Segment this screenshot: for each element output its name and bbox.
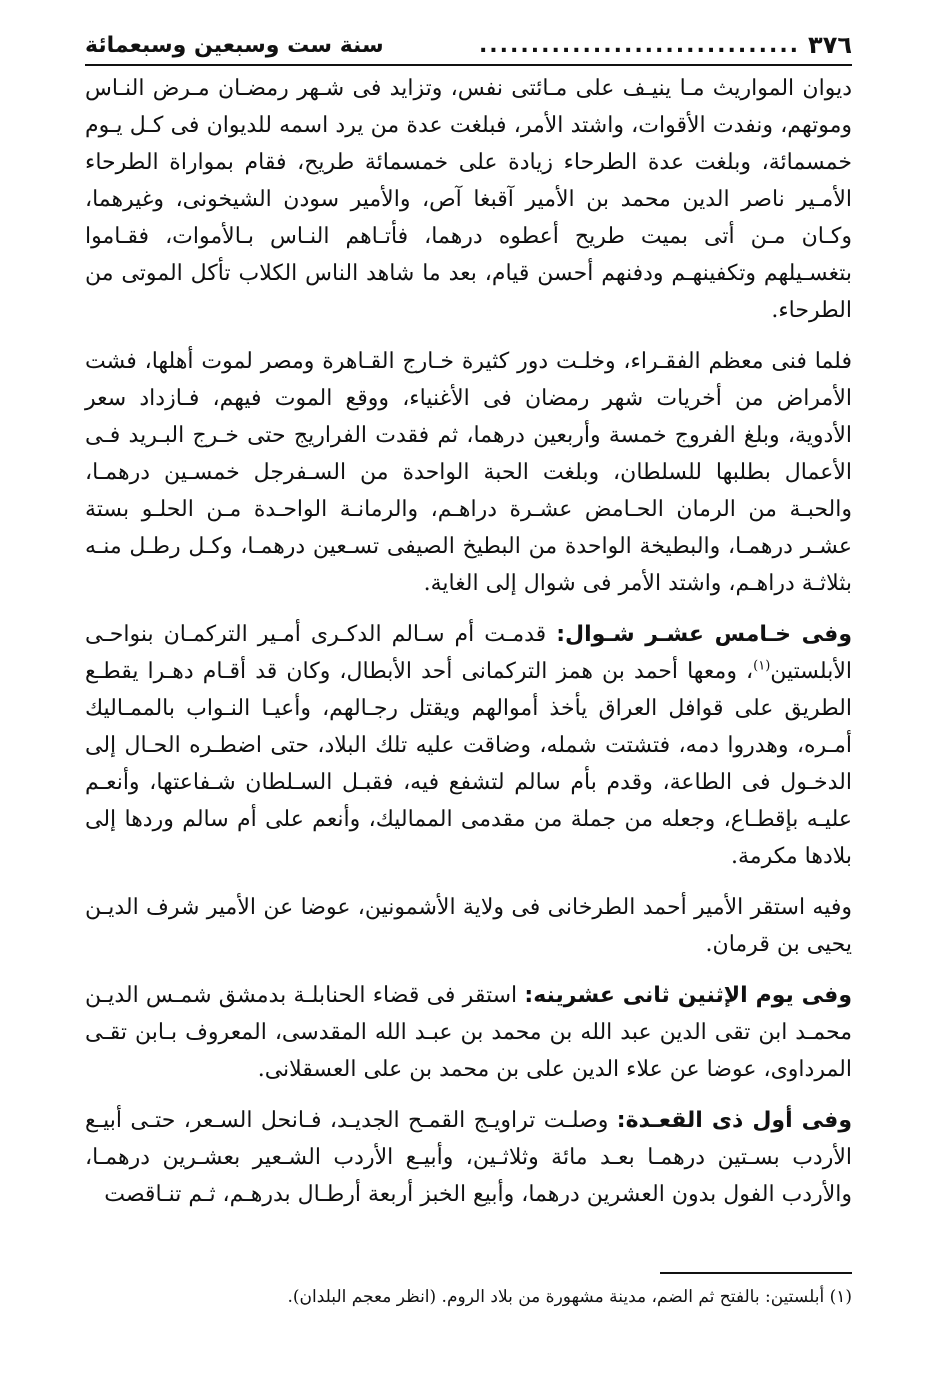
page-header — [85, 26, 852, 64]
paragraph-lead: وفى خـامس عشـر شـوال: — [556, 622, 853, 647]
footnote-text: (١) أبلستين: بالفتح ثم الضم، مدينة مشهورة من بلاد الروم. (انظر معجم البلدان). — [287, 1287, 852, 1307]
paragraph-lead: وفى أول ذى القعـدة: — [616, 1108, 852, 1133]
paragraph-text: ، ومعها أحمد بن همز التركمانى أحد الأبطال، وكان قد أقـام دهـرا يقطـع الطريق على قوافل العراق يأخذ أموالهم ويقتل رجـالهم، وأعيـا النـواب بالممـاليك أمـره، وهدروا دمه، فتشتت شمله، وضاقت عليه تلك البلاد، حتى اضطـره الحـال إلى الدخـول فى الطاعة، وقدم بأم سالم لتشفع فيه، فقبـل السـلطان شـفاعتها، وأنعـم عليـه بإقطـاع، وجعله من جملة من مقدمى المماليك، وأنعم على أم سالم وردها إلى بلادها مكرمة. — [85, 659, 852, 869]
paragraph-2 — [85, 343, 852, 602]
page-body — [85, 70, 852, 1227]
footnote-rule — [660, 1272, 852, 1274]
paragraph-text: ديوان المواريث مـا ينيـف على مـائتى نفس، وتزايد فى شـهر رمضـان مـرض النـاس وموتهم، ونفدت الأقوات، واشتد الأمر، فبلغت عدة من يرد اسمه للديوان فى كـل يـوم خمسمائة، وبلغت عدة الطرحاء زيادة على خمسمائة طريح، فقام بمواراة الطرحاء الأمـير ناصر الدين محمد بن الأمير آقبغا آص، والأمير سودن الشيخونى، وغيرهما، وكـان مـن أتى بميت طريح أعطوه درهما، فأتـاهم النـاس بـالأموات، فقـاموا بتغسـيلهم وتكفينهـم ودفنهم أحسن قيام، بعد ما شاهد الناس الكلاب تأكل الموتى من الطرحاء. — [85, 76, 852, 323]
running-title: سنة ست وسبعين وسبعمائة — [85, 32, 384, 58]
paragraph-lead: وفى يوم الإثنين ثانى عشرينه: — [524, 983, 852, 1008]
footnote — [85, 1284, 852, 1310]
footnote-marker: (١) — [753, 658, 771, 674]
paragraph-6 — [85, 1102, 852, 1213]
paragraph-4 — [85, 889, 852, 963]
paragraph-text: وفيه استقر الأمير أحمد الطرخانى فى ولاية الأشمونين، عوضا عن الأمير شرف الديـن يحيى بن قرمان. — [85, 895, 852, 957]
header-rule — [85, 64, 852, 66]
header-dot-leader: ............................... — [478, 32, 801, 58]
paragraph-3 — [85, 616, 852, 875]
paragraph-text: قدمـت أم سـالم الدكـرى أمـير التركمـان بنواحـى الأبلستين — [85, 622, 852, 684]
paragraph-text: فلما فنى معظم الفقـراء، وخلـت دور كثيرة خـارج القـاهرة ومصر لموت أهلها، فشت الأمراض من أخريات شهر رمضان فى الأغنياء، ووقع الموت فيهم، فـازداد سعر الأدوية، وبلغ الفروج خمسة وأربعين درهما، ثم فقدت الفراريج حتى خـرج البـريد فـى الأعمال بطلبها للسلطان، وبلغت الحبة الواحدة من السـفرجل خمسـين درهمـا، والحبـة من الرمان الحـامض عشـرة دراهـم، والرمانـة الواحـدة مـن الحلـو بستة عشـر درهمـا، والبطيخة الواحدة من البطيخ الصيفى تسـعين درهمـا، وكـل رطـل منـه بثلاثـة دراهـم، واشتد الأمر فى شوال إلى الغاية. — [85, 349, 852, 596]
paragraph-text: وصلـت تراويـج القمـح الجديـد، فـانحل السـعر، حتـى أبيـع الأردب بسـتين درهمـا بعـد مائة وثلاثـين، وأبيـع الأردب الشـعير بعشـرين درهمـا، والأردب الفول بدون العشرين درهما، وأبيع الخبز أربعة أرطـال بدرهـم، ثـم تنـاقصت — [85, 1108, 853, 1207]
page-number: ٣٧٦ — [808, 31, 852, 59]
paragraph-text: استقر فى قضاء الحنابلـة بدمشق شمـس الديـن محمـد ابن تقى الدين عبد الله بن محمد بن عبـد الله المقدسى، المعروف بـابن تقـى المرداوى، عوضا عن علاء الدين على بن محمد بن على العسقلانى. — [85, 983, 852, 1082]
paragraph-1 — [85, 70, 852, 329]
paragraph-5 — [85, 977, 852, 1088]
running-head — [479, 31, 852, 59]
